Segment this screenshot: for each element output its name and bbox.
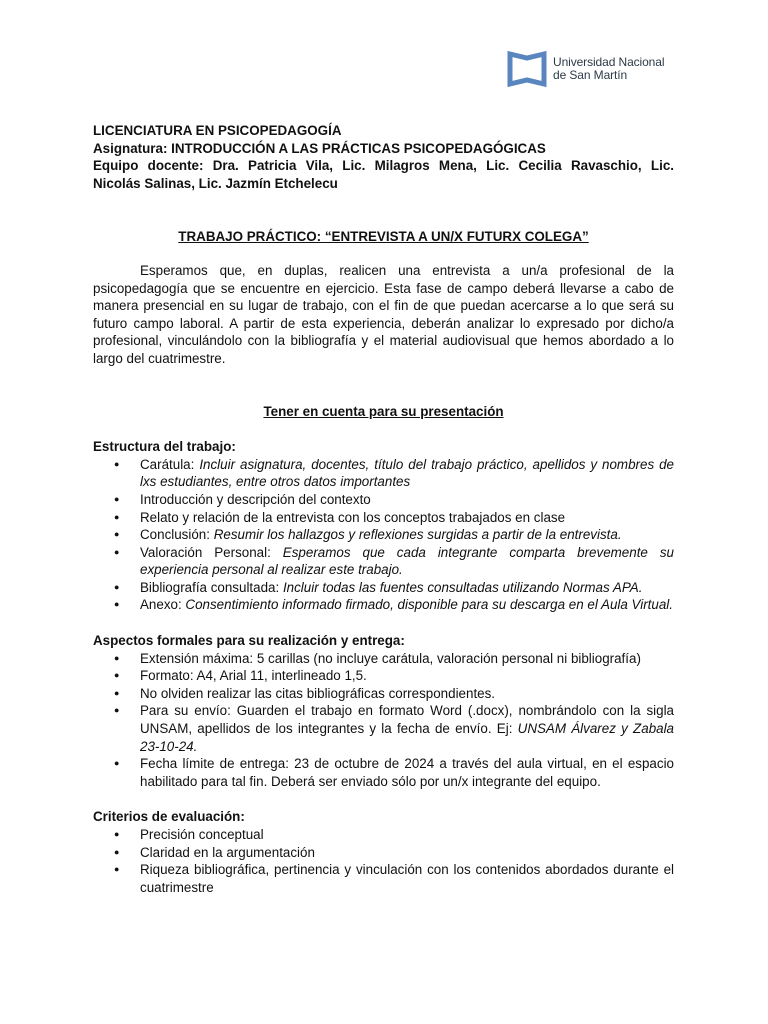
logo-line-2: de San Martín [553, 68, 628, 82]
list-item [93, 755, 674, 790]
list-item-label: Anexo: [140, 597, 186, 613]
bullet-icon: ● [114, 511, 120, 522]
formal-list [93, 650, 674, 791]
structure-title: Estructura del trabajo: [93, 439, 236, 455]
list-item [93, 650, 674, 668]
bullet-icon: ● [114, 846, 120, 857]
header-degree: LICENCIATURA EN PSICOPEDAGOGÍA [93, 123, 342, 138]
list-item-label: Precisión conceptual [140, 827, 264, 842]
header-subject: Asignatura: INTRODUCCIÓN A LAS PRÁCTICAS PSICOPEDAGÓGICAS [93, 140, 546, 156]
bullet-icon: ● [114, 529, 120, 540]
list-item [93, 702, 674, 755]
list-item [93, 667, 674, 685]
list-item-label: Riqueza bibliográfica, pertinencia y vinculación con los contenidos abordados durante el cuatrimestre [140, 862, 674, 895]
list-item-label: Fecha límite de entrega: 23 de octubre de 2024 a través del aula virtual, en el espacio habilitado para tal fin. Deberá ser enviado sólo por un/x integrante del equipo. [140, 756, 674, 789]
list-item-detail: Esperamos que cada integrante comparta brevemente su experiencia personal al realizar este trabajo. [140, 544, 674, 578]
bullet-icon: ● [114, 864, 120, 875]
list-item-label: Para su envío: Guarden el trabajo en formato Word (.docx), nombrándolo con la sigla UNSAM, apellidos de los integrantes y la fecha de envío. Ej: [140, 703, 674, 737]
list-item-label: Introducción y descripción del contexto [140, 491, 371, 507]
list-item-label: Conclusión: [140, 527, 214, 543]
list-item-detail: Incluir asignatura, docentes, título del trabajo práctico, apellidos y nombres de lxs estudiantes, entre otros datos importantes [140, 456, 674, 490]
logo-line-1: Universidad Nacional [553, 54, 665, 69]
list-item-label: No olviden realizar las citas bibliográficas correspondientes. [140, 685, 496, 701]
section-title: Tener en cuenta para su presentación [263, 403, 504, 419]
list-item-label: Bibliografía consultada: [140, 579, 283, 595]
university-logo [507, 49, 664, 89]
header-team: Equipo docente: Dra. Patricia Vila, Lic. Milagros Mena, Lic. Cecilia Ravaschio, Lic. [93, 158, 674, 174]
book-icon [507, 49, 547, 89]
bullet-icon: ● [114, 581, 120, 592]
document-body [93, 122, 674, 896]
bullet-icon: ● [114, 670, 120, 681]
bullet-icon: ● [114, 458, 120, 469]
list-item [93, 509, 674, 527]
list-item [93, 491, 674, 509]
list-item-detail: Consentimiento informado firmado, disponible para su descarga en el Aula Virtual. [185, 597, 673, 613]
list-item [93, 861, 674, 896]
intro-paragraph: Esperamos que, en duplas, realicen una entrevista a un/a profesional de la psicopedagogía que se encuentre en ejercicio. Esta fase de campo deberá llevarse a cabo de manera presencial en su lugar de trabajo, con el fin de que puedan acercarse a lo que será su futuro campo laboral. A partir de esta experiencia, deberán analizar lo expresado por dicho/a profesional, vinculándolo con la bibliografía y el material audiovisual que hemos abordado a lo largo del cuatrimestre. [93, 262, 674, 366]
list-item-label: Formato: A4, Arial 11, interlineado 1,5. [140, 668, 367, 684]
list-item-label: Carátula: [140, 456, 200, 472]
bullet-icon: ● [114, 493, 120, 504]
criteria-title: Criterios de evaluación: [93, 809, 245, 825]
bullet-icon: ● [114, 758, 120, 769]
list-item [93, 579, 674, 597]
list-item [93, 596, 674, 614]
bullet-icon: ● [114, 687, 120, 698]
criteria-list [93, 826, 674, 896]
list-item [93, 685, 674, 703]
page-title: TRABAJO PRÁCTICO: “ENTREVISTA A UN/X FUTURX COLEGA” [178, 229, 589, 245]
bullet-icon: ● [114, 829, 120, 839]
bullet-icon: ● [114, 546, 120, 557]
list-item-label: Valoración Personal: [140, 544, 283, 560]
list-item [93, 526, 674, 544]
list-item [93, 544, 674, 579]
list-item-label: Relato y relación de la entrevista con los conceptos trabajados en clase [140, 509, 566, 525]
structure-list [93, 456, 674, 614]
formal-title: Aspectos formales para su realización y entrega: [93, 633, 405, 649]
list-item [93, 456, 674, 491]
list-item-detail: Resumir los hallazgos y reflexiones surgidas a partir de la entrevista. [213, 527, 622, 543]
list-item-detail: UNSAM Álvarez y Zabala 23-10-24. [140, 721, 675, 754]
list-item-label: Claridad en la argumentación [140, 844, 315, 860]
list-item [93, 844, 674, 862]
header-team-cont: Nicolás Salinas, Lic. Jazmín Etchelecu [93, 175, 338, 191]
list-item-detail: Incluir todas las fuentes consultadas utilizando Normas APA. [282, 579, 643, 595]
list-item [93, 826, 674, 844]
logo-text [553, 56, 664, 83]
bullet-icon: ● [114, 652, 120, 663]
list-item-label: Extensión máxima: 5 carillas (no incluye carátula, valoración personal ni bibliografía) [140, 650, 641, 666]
bullet-icon: ● [114, 705, 120, 716]
bullet-icon: ● [114, 599, 120, 610]
